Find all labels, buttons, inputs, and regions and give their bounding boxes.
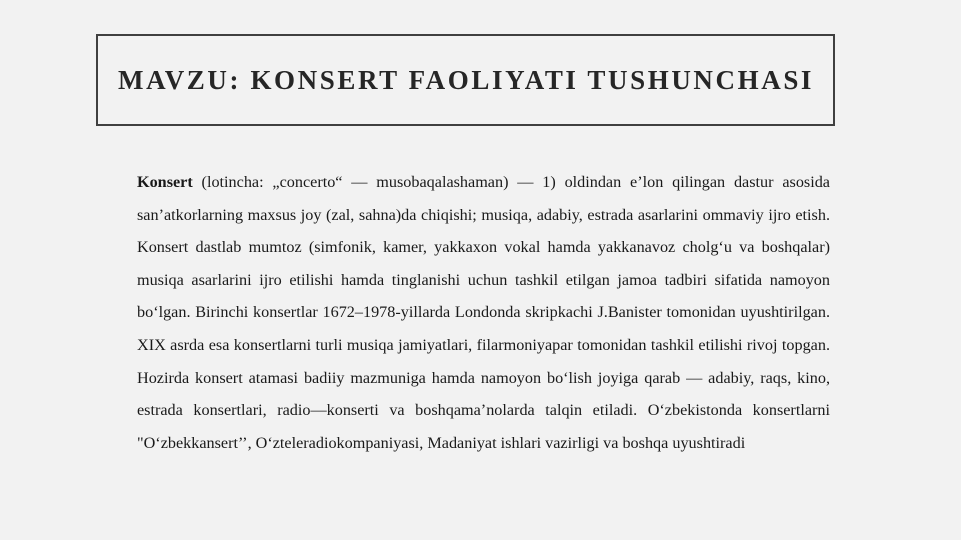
slide-title: MAVZU: KONSERT FAOLIYATI TUSHUNCHASI bbox=[118, 64, 815, 95]
body-paragraph bbox=[137, 166, 830, 459]
title-box bbox=[96, 34, 835, 126]
lead-term: Konsert bbox=[137, 173, 193, 191]
paragraph-text: (lotincha: „concerto“ — musobaqalashaman) — 1) oldindan e’lon qilingan dastur asosida san’atkorlarning maxsus joy (zal, sahna)da chiqishi; musiqa, adabiy, estrada asarlarini ommaviy ijro etish. Konsert dastlab mumtoz (simfonik, kamer, yakkaxon vokal hamda yakkanavoz cholg‘u va boshqalar) musiqa asarlarini ijro etilishi hamda tinglanishi uchun tashkil etilgan jamoa tadbiri sifatida namoyon bo‘lgan. Birinchi konsertlar 1672–1978-yillarda Londonda skripkachi J.Banister tomonidan uyushtirilgan. XIX asrda esa konsertlarni turli musiqa jamiyatlari, filarmoniyapar tomonidan tashkil etilishi rivoj topgan. Hozirda konsert atamasi badiiy mazmuniga hamda namoyon bo‘lish joyiga qarab — adabiy, raqs, kino, estrada konsertlari, radio—konserti va boshqama’nolarda talqin etiladi. O‘zbekistonda konsertlarni "O‘zbekkansert’’, O‘zteleradiokompaniyasi, Madaniyat ishlari vazirligi va boshqa uyushtiradi bbox=[137, 173, 830, 452]
